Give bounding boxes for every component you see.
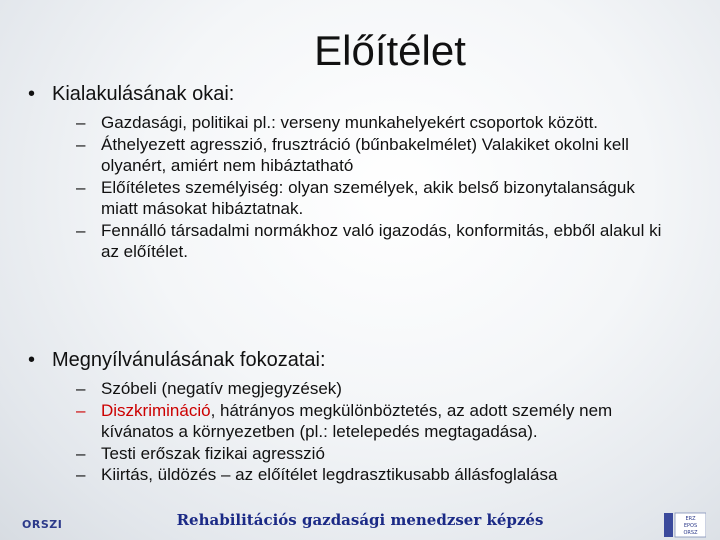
list-item-text: Kiirtás, üldözés – az előítélet legdrasztikusabb állásfoglalása: [101, 465, 558, 484]
dash-marker: –: [76, 177, 86, 197]
dash-marker: –: [76, 220, 86, 240]
section-heading-text: Kialakulásának okai:: [52, 83, 235, 105]
list-item: [76, 112, 676, 134]
list-item: [76, 378, 676, 400]
logo-line: ORSZ: [683, 530, 698, 536]
slide-title: Előítélet: [314, 27, 466, 74]
list-item: [76, 464, 676, 486]
bullet-marker: •: [28, 349, 36, 371]
list-item: [76, 177, 676, 220]
list-item-text: Testi erőszak fizikai agresszió: [101, 443, 325, 463]
section-heading-stages: [28, 348, 698, 372]
list-item: [76, 134, 676, 177]
logo-line: EPOS: [683, 523, 698, 529]
footer-text: Rehabilitációs gazdasági menedzser képzés: [176, 511, 544, 529]
list-item-text: Előítéletes személyiség: olyan személyek, akik belső bizonytalanságuk miatt másokat hibáztatnak.: [101, 177, 635, 218]
list-item-text: Fennálló társadalmi normákhoz való igazodás, konformitás, ebből alakul ki az előítélet.: [101, 220, 662, 261]
dash-marker: –: [76, 465, 86, 484]
logo-bar: [664, 513, 673, 537]
dash-marker: –: [76, 113, 86, 132]
highlight-term: Diszkrimináció: [101, 400, 211, 420]
list-item: [76, 443, 676, 465]
dash-marker: –: [76, 379, 86, 398]
list-item-text: , hátrányos megkülönböztetés, az adott személy nem kívánatos a környezetben (pl.: letelepedés megtagadása).: [101, 400, 613, 441]
dash-marker: –: [76, 443, 86, 463]
orszi-logo: ORSZI: [22, 518, 63, 531]
dash-marker: –: [76, 400, 86, 420]
list-item-text: Gazdasági, politikai pl.: verseny munkahelyekért csoportok között.: [101, 113, 599, 132]
section-heading-text: Megnyílvánulásának fokozatai:: [52, 349, 326, 371]
logo-line: ERZ: [685, 516, 696, 522]
list-item-text: Áthelyezett agresszió, frusztráció (bűnbakelmélet) Valakiket okolni kell olyanért, amiért nem hibáztatható: [101, 134, 629, 175]
list-item: [76, 220, 676, 263]
list-item: [76, 400, 676, 443]
partner-logo-icon: [664, 512, 706, 538]
stages-list: [76, 378, 676, 486]
list-item-text: Szóbeli (negatív megjegyzések): [101, 379, 342, 398]
dash-marker: –: [76, 134, 86, 154]
section-heading-causes: [28, 82, 698, 106]
bullet-marker: •: [28, 83, 36, 105]
causes-list: [76, 112, 676, 263]
